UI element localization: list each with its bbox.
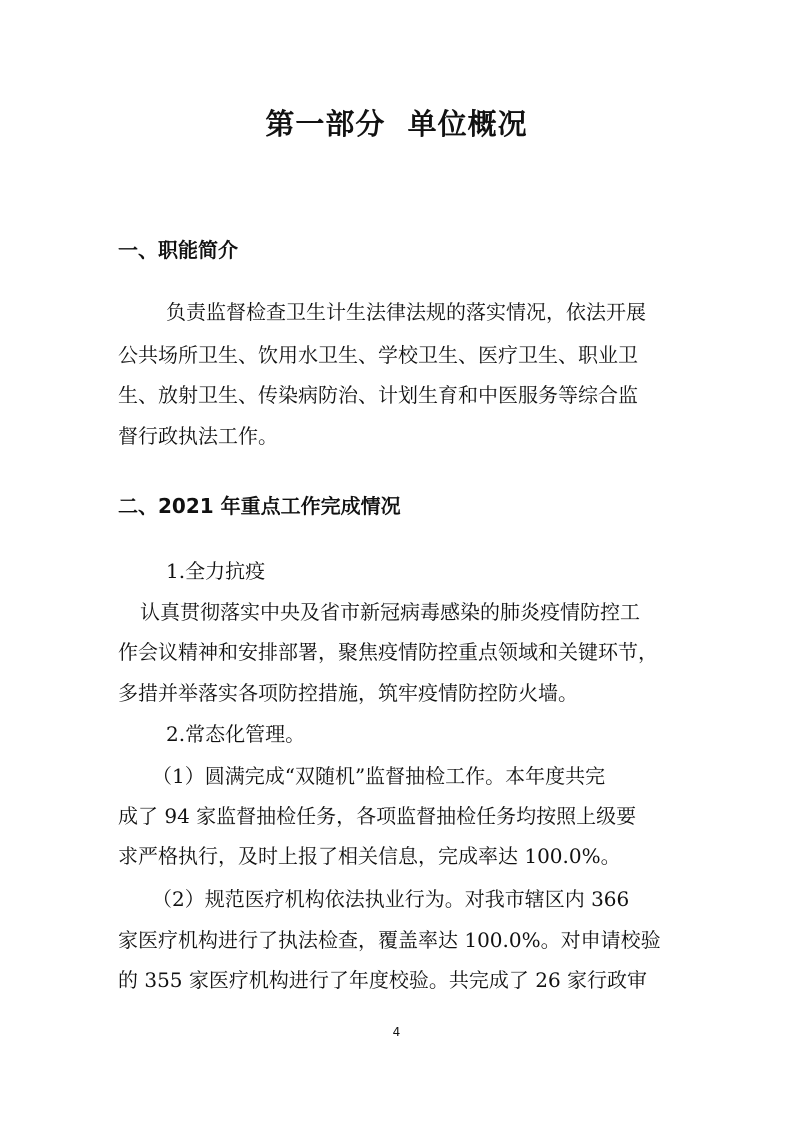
subsection-title: 2.常态化管理。 [166,722,306,746]
paragraph-line: 作会议精神和安排部署，聚焦疫情防控重点领域和关键环节， [118,640,658,664]
paragraph-line: 公共场所卫生、饮用水卫生、学校卫生、医疗卫生、职业卫 [118,343,638,367]
section-heading-functions: 一、职能简介 [118,238,238,262]
paragraph-line: 生、放射卫生、传染病防治、计划生育和中医服务等综合监 [118,383,638,407]
paragraph-line: 负责监督检查卫生计生法律法规的落实情况，依法开展 [166,300,646,324]
paragraph-line: 家医疗机构进行了执法检查，覆盖率达 100.0%。对申请校验 [118,928,661,952]
paragraph-line: 的 355 家医疗机构进行了年度校验。共完成了 26 家行政审 [118,968,648,992]
section-heading-key-work: 二、2021 年重点工作完成情况 [118,494,401,518]
paragraph-line: 认真贯彻落实中央及省市新冠病毒感染的肺炎疫情防控工 [140,600,640,624]
page-title: 第一部分 单位概况 [265,107,528,141]
paragraph-line: 督行政执法工作。 [118,424,278,448]
page-number: 4 [392,1025,401,1039]
subsection-title: 1.全力抗疫 [166,559,266,583]
paragraph-line: 多措并举落实各项防控措施，筑牢疫情防控防火墙。 [118,681,578,705]
paragraph-line: 成了 94 家监督抽检任务，各项监督抽检任务均按照上级要 [118,804,637,828]
paragraph-line: （1）圆满完成“双随机”监督抽检工作。本年度共完 [152,764,606,788]
paragraph-line: 求严格执行，及时上报了相关信息，完成率达 100.0%。 [118,844,621,868]
paragraph-line: （2）规范医疗机构依法执业行为。对我市辖区内 366 [152,887,630,911]
